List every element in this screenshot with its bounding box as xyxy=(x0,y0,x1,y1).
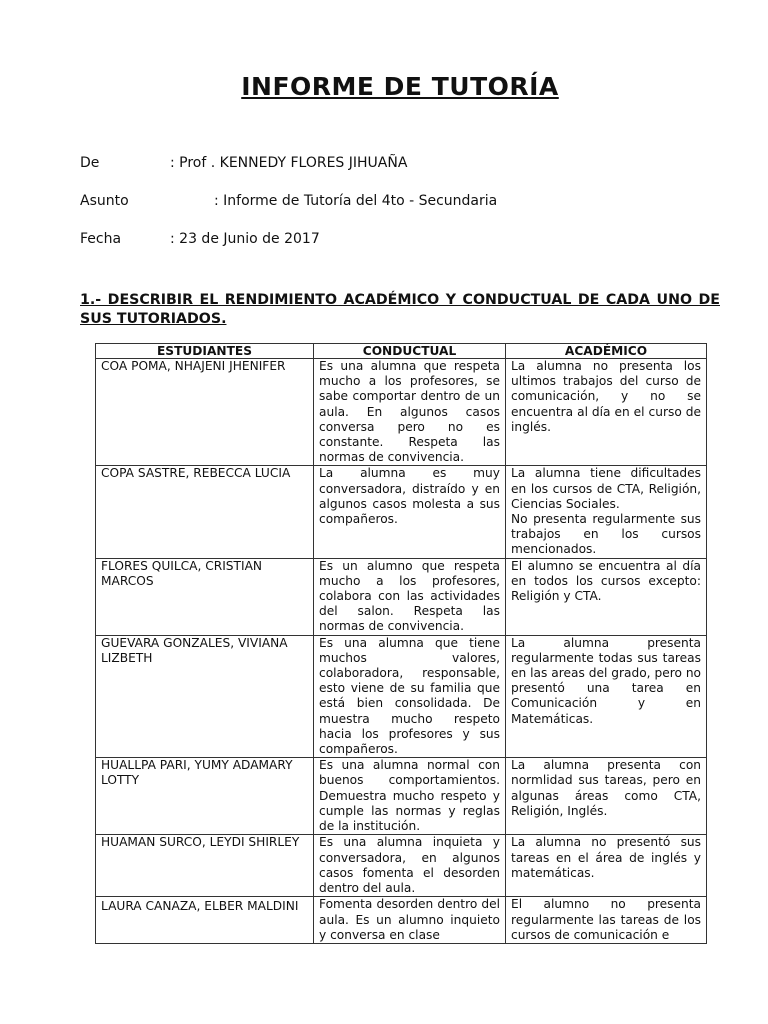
column-header-conductual: CONDUCTUAL xyxy=(314,344,506,359)
student-name: FLORES QUILCA, CRISTIAN MARCOS xyxy=(96,558,314,635)
tutoring-table xyxy=(95,343,707,944)
academico-line: El alumno se encuentra al día en todos los cursos excepto: Religión y CTA. xyxy=(511,558,701,604)
academico-cell xyxy=(506,758,707,835)
table-row xyxy=(96,359,707,466)
header-fecha-value: : 23 de Junio de 2017 xyxy=(170,231,320,247)
academico-cell xyxy=(506,897,707,944)
academico-line: No presenta regularmente sus trabajos en los cursos mencionados. xyxy=(511,512,701,557)
table-row xyxy=(96,558,707,635)
table-row xyxy=(96,635,707,758)
conductual-cell: Es una alumna normal con buenos comportamientos. Demuestra mucho respeto y cumple las normas y reglas de la institución. xyxy=(314,758,506,835)
academico-line: La alumna presenta regularmente todas sus tareas en las areas del grado, pero no presentó una tarea en Comunicación y en Matemáticas. xyxy=(511,635,701,726)
academico-cell xyxy=(506,359,707,466)
header-asunto-label: Asunto xyxy=(80,193,129,209)
student-name: COA POMA, NHAJENI JHENIFER xyxy=(96,359,314,466)
table-row xyxy=(96,466,707,558)
table-header-row xyxy=(96,344,707,359)
header-asunto-value: : Informe de Tutoría del 4to - Secundaria xyxy=(214,193,498,209)
academico-cell xyxy=(506,835,707,897)
column-header-estudiantes: ESTUDIANTES xyxy=(96,344,314,359)
conductual-cell: Es una alumna que respeta mucho a los profesores, se sabe comportar dentro de un aula. En algunos casos conversa pero no es constante. Respeta las normas de convivencia. xyxy=(314,359,506,466)
table-row xyxy=(96,897,707,944)
conductual-cell: Es un alumno que respeta mucho a los profesores, colabora con las actividades del salon. Respeta las normas de convivencia. xyxy=(314,558,506,635)
academico-line: La alumna no presentó sus tareas en el área de inglés y matemáticas. xyxy=(511,835,701,880)
academico-cell xyxy=(506,558,707,635)
academico-cell xyxy=(506,466,707,558)
section-heading: 1.- DESCRIBIR EL RENDIMIENTO ACADÉMICO Y CONDUCTUAL DE CADA UNO DE SUS TUTORIADOS. xyxy=(80,292,720,327)
academico-line: El alumno no presenta regularmente las tareas de los cursos de comunicación e xyxy=(511,897,701,942)
table-row xyxy=(96,835,707,897)
conductual-cell: La alumna es muy conversadora, distraído y en algunos casos molesta a sus compañeros. xyxy=(314,466,506,558)
student-name: GUEVARA GONZALES, VIVIANA LIZBETH xyxy=(96,635,314,758)
conductual-cell: Es una alumna que tiene muchos valores, colaboradora, responsable, esto viene de su familia que está bien consolidada. De muestra mucho respeto hacia los profesores y sus compañeros. xyxy=(314,635,506,758)
conductual-cell: Fomenta desorden dentro del aula. Es un alumno inquieto y conversa en clase xyxy=(314,897,506,944)
student-name: COPA SASTRE, REBECCA LUCIA xyxy=(96,466,314,558)
academico-line: La alumna presenta con normlidad sus tareas, pero en algunas áreas como CTA, Religión, Inglés. xyxy=(511,758,701,818)
academico-line: La alumna tiene dificultades en los cursos de CTA, Religión, Ciencias Sociales. xyxy=(511,466,701,511)
table-row xyxy=(96,758,707,835)
header-fecha-label: Fecha xyxy=(80,231,122,247)
student-name: HUAMAN SURCO, LEYDI SHIRLEY xyxy=(96,835,314,897)
header-de-value: : Prof . KENNEDY FLORES JIHUAÑA xyxy=(170,155,408,171)
conductual-cell: Es una alumna inquieta y conversadora, en algunos casos fomenta el desorden dentro del aula. xyxy=(314,835,506,897)
academico-line: La alumna no presenta los ultimos trabajos del curso de comunicación, y no se encuentra al día en el curso de inglés. xyxy=(511,359,701,434)
student-name: LAURA CANAZA, ELBER MALDINI xyxy=(96,897,314,944)
column-header-academico: ACADÉMICO xyxy=(506,344,707,359)
student-name: HUALLPA PARI, YUMY ADAMARY LOTTY xyxy=(96,758,314,835)
academico-cell xyxy=(506,635,707,758)
document-title: INFORME DE TUTORÍA xyxy=(241,72,559,101)
header-de-label: De xyxy=(80,155,100,171)
